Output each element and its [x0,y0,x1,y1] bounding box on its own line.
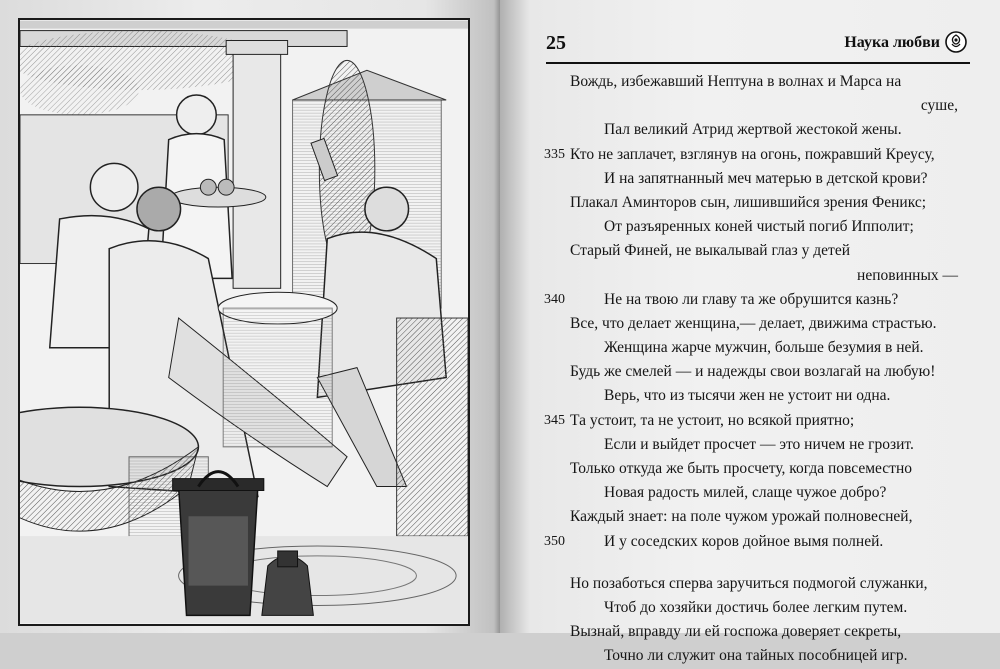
verse-text: суше, [920,97,958,115]
verse-line [546,530,970,554]
verse-text: Если и выйдет просчет — это ничем не грозит. [604,435,914,453]
verse-line [546,143,970,167]
verse-line [546,596,970,620]
verse-text: Чтоб до хозяйки достичь более легким путем. [604,598,908,616]
verse-line [546,572,970,596]
verse-line [546,191,970,215]
verse-line [546,288,970,312]
verse-text: Вождь, избежавший Нептуна в волнах и Марса на [570,73,902,90]
verse-text: Только откуда же быть просчету, когда повсеместно [570,460,912,477]
verse-text: Плакал Аминторов сын, лишившийся зрения Феникс; [570,193,927,211]
verse-text: Каждый знает: на поле чужом урожай полновесней, [570,508,913,526]
verse-text: Старый Финей, не выкалывай глаз у детей [570,242,850,260]
verse-line [546,505,970,529]
line-number: 350 [544,533,565,549]
verse-line [546,360,970,384]
verse-line [546,215,970,239]
verse-line [546,70,970,94]
page-number: 25 [546,32,566,54]
verse-text: Все, что делает женщина,— делает, движима страстью. [570,314,937,332]
line-number: 335 [544,146,565,162]
verse-text: И у соседских коров дойное вымя полней. [604,532,884,550]
verse-line [546,239,970,263]
line-number: 340 [544,291,565,307]
verse-text: Женщина жарче мужчин, больше безумия в ней. [604,339,924,357]
verse-text: И на запятнанный меч матерью в детской крови? [604,169,928,187]
verse-line [546,644,970,668]
verse-line [546,264,970,288]
verse-line [546,94,970,118]
verse-text: Будь же смелей — и надежды свои возлагай на любую! [570,363,936,381]
verse-text: Кто не заплачет, взглянув на огонь, пожравший Креусу, [570,145,935,163]
running-head [546,28,970,62]
verse-text: Новая радость милей, слаще чужое добро? [604,484,887,502]
verse-text: Верь, что из тысячи жен не устоит ни одна. [604,387,891,405]
poem-text [546,70,970,669]
line-number: 345 [544,412,565,428]
left-page [0,0,500,633]
verse-line [546,384,970,408]
verse-text: Та устоит, та не устоит, но всякой приятно; [570,411,855,429]
verse-line [546,336,970,360]
rose-ornament-icon [944,30,968,54]
verse-text: Но позаботься сперва заручиться подмогой служанки, [570,574,928,592]
engraving-illustration [18,18,470,626]
verse-line [546,118,970,142]
verse-text: Не на твою ли главу та же обрушится казнь? [604,290,899,308]
verse-text: От разъяренных коней чистый погиб Ипполит; [604,218,914,236]
verse-line [546,481,970,505]
verse-line [546,409,970,433]
verse-line [546,433,970,457]
verse-line [546,457,970,481]
verse-text: Вызнай, вправду ли ей госпожа доверяет секреты, [570,623,902,641]
verse-text: Точно ли служит она тайных пособницей игр. [604,647,908,665]
verse-text: Пал великий Атрид жертвой жестокой жены. [604,121,902,139]
header-rule [546,62,970,64]
verse-text: неповинных — [857,266,958,284]
stanza-gap [546,554,970,572]
verse-line [546,620,970,644]
verse-line [546,312,970,336]
book-title: Наука любви [844,34,940,51]
verse-line [546,167,970,191]
